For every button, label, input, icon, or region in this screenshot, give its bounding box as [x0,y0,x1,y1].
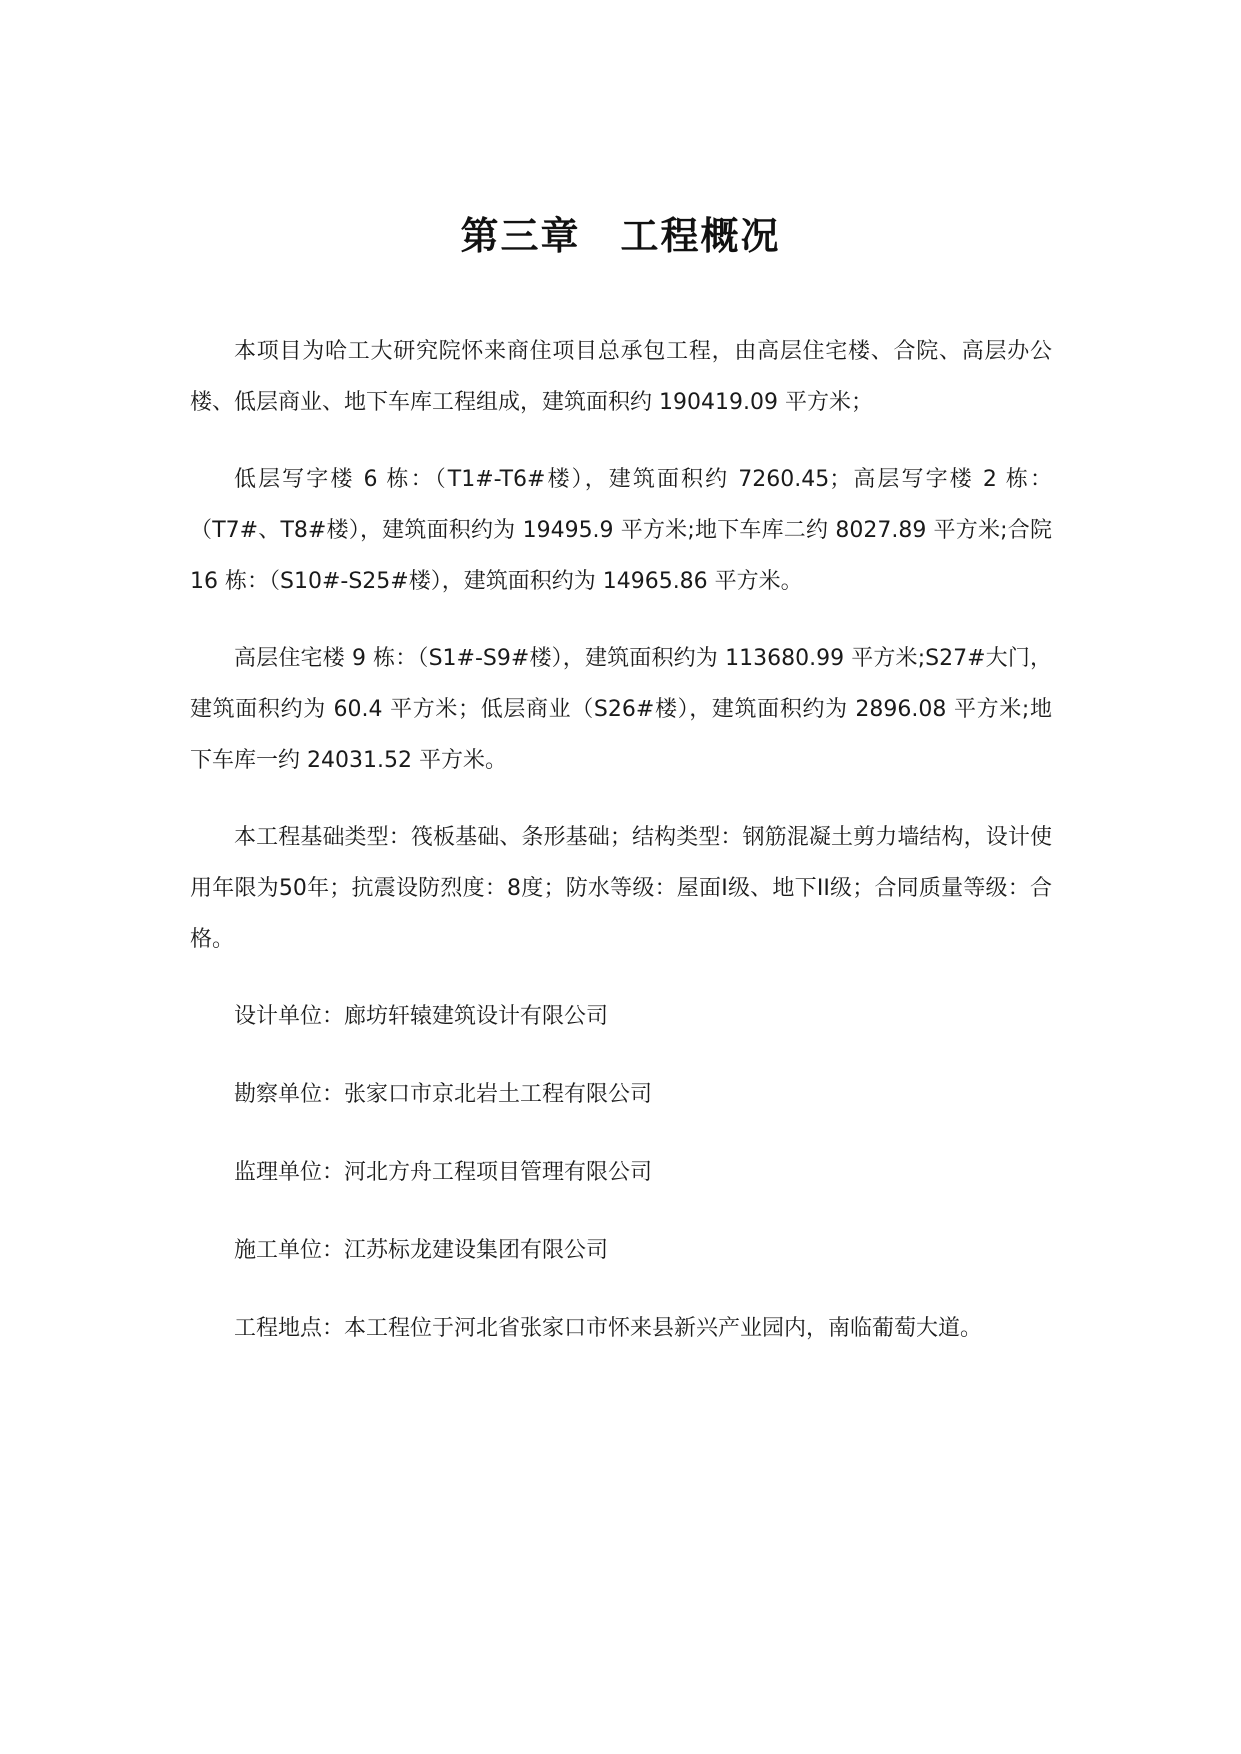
construction-unit: 施工单位：江苏标龙建设集团有限公司 [234,1238,609,1263]
project-location: 工程地点：本工程位于河北省张家口市怀来县新兴产业园内，南临葡萄大道。 [234,1316,983,1341]
paragraph-structure: 本工程基础类型：筏板基础、条形基础；结构类型：钢筋混凝土剪力墙结构，设计使用年限为50年；抗震设防烈度：8度；防水等级：屋面I级、地下II级；合同质量等级：合格。 [190,825,1052,952]
survey-unit: 勘察单位：张家口市京北岩土工程有限公司 [234,1082,653,1107]
supervision-unit: 监理单位：河北方舟工程项目管理有限公司 [234,1160,653,1185]
design-unit: 设计单位：廊坊轩辕建筑设计有限公司 [234,1004,609,1029]
paragraph-overview: 本项目为哈工大研究院怀来商住项目总承包工程，由高层住宅楼、合院、高层办公楼、低层商业、地下车库工程组成，建筑面积约 190419.09 平方米； [190,339,1052,415]
paragraph-office-buildings: 低层写字楼 6 栋：（T1#-T6#楼），建筑面积约 7260.45；高层写字楼 2 栋：（T7#、T8#楼），建筑面积约为 19495.9 平方米;地下车库二约 8027.89 平方米;合院 16 栋：（S10#-S25#楼），建筑面积约为 14965.86 平方米。 [190,467,1052,594]
paragraph-residential-buildings: 高层住宅楼 9 栋：（S1#-S9#楼），建筑面积约为 113680.99 平方米;S27#大门，建筑面积约为 60.4 平方米；低层商业（S26#楼），建筑面积约为 2896.08 平方米;地下车库一约 24031.52 平方米。 [190,646,1052,773]
document-body [190,326,1052,1381]
chapter-title: 第三章 工程概况 [460,213,781,259]
